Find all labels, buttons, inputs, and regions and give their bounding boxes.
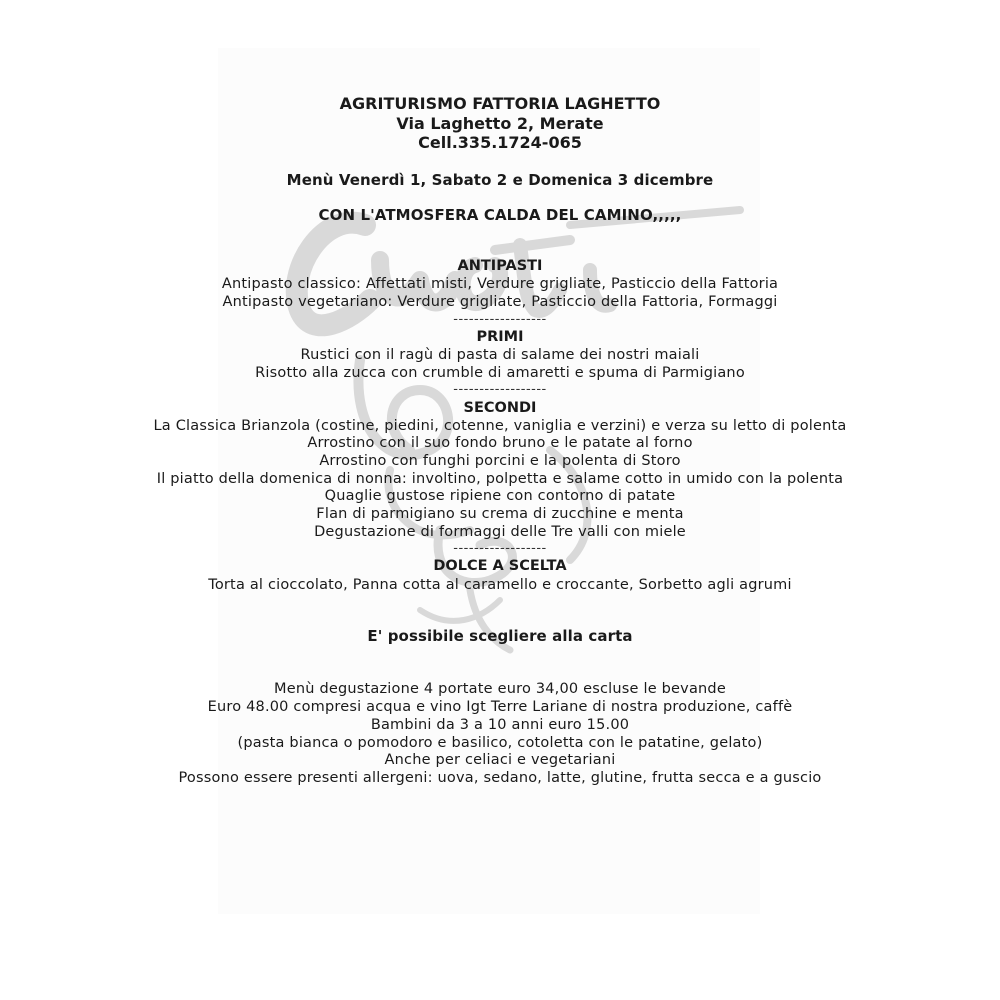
menu-item: Degustazione di formaggi delle Tre valli con miele: [314, 524, 686, 540]
menu-item: Risotto alla zucca con crumble di amaretti e spuma di Parmigiano: [255, 365, 745, 381]
menu-dates: Menù Venerdì 1, Sabato 2 e Domenica 3 dicembre: [286, 171, 714, 189]
info-line: Bambini da 3 a 10 anni euro 15.00: [370, 717, 630, 733]
menu-item: Rustici con il ragù di pasta di salame dei nostri maiali: [300, 347, 700, 363]
info-line: Possono essere presenti allergeni: uova, sedano, latte, glutine, frutta secca e a guscio: [178, 770, 822, 786]
info-line: Menù degustazione 4 portate euro 34,00 escluse le bevande: [274, 681, 726, 697]
menu-item: Il piatto della domenica di nonna: involtino, polpetta e salame cotto in umido con la polenta: [156, 471, 844, 487]
menu-item: La Classica Brianzola (costine, piedini, cotenne, vaniglia e verzini) e verza su letto di polenta: [153, 418, 847, 434]
menu-item: Arrostino con funghi porcini e la polenta di Storo: [319, 453, 681, 469]
menu-item: Quaglie gustose ripiene con contorno di patate: [324, 488, 676, 504]
menu-item: Antipasto classico: Affettati misti, Verdure grigliate, Pasticcio della Fattoria: [221, 276, 779, 292]
section-title-secondi: SECONDI: [463, 400, 537, 416]
menu-item: Torta al cioccolato, Panna cotta al caramello e croccante, Sorbetto agli agrumi: [208, 577, 792, 593]
section-title-primi: PRIMI: [476, 329, 524, 345]
restaurant-address: Via Laghetto 2, Merate: [396, 114, 604, 133]
info-line: Euro 48.00 compresi acqua e vino Igt Terre Lariane di nostra produzione, caffè: [207, 699, 793, 715]
info-line: Anche per celiaci e vegetariani: [384, 752, 616, 768]
section-title-dolce: DOLCE A SCELTA: [433, 558, 567, 574]
section-separator: ------------------: [453, 541, 547, 556]
section-separator: ------------------: [453, 382, 547, 397]
menu-tagline: CON L'ATMOSFERA CALDA DEL CAMINO,,,,,: [318, 206, 682, 224]
info-line: (pasta bianca o pomodoro e basilico, cotoletta con le patatine, gelato): [237, 735, 763, 751]
a-la-carte-note: E' possibile scegliere alla carta: [367, 627, 633, 645]
menu-item: Flan di parmigiano su crema di zucchine e menta: [316, 506, 684, 522]
restaurant-phone: Cell.335.1724-065: [418, 133, 582, 152]
menu-item: Antipasto vegetariano: Verdure grigliate, Pasticcio della Fattoria, Formaggi: [222, 294, 778, 310]
menu-item: Arrostino con il suo fondo bruno e le patate al forno: [307, 435, 693, 451]
section-title-antipasti: ANTIPASTI: [457, 258, 543, 274]
section-separator: ------------------: [453, 312, 547, 327]
restaurant-name: AGRITURISMO FATTORIA LAGHETTO: [339, 94, 661, 113]
